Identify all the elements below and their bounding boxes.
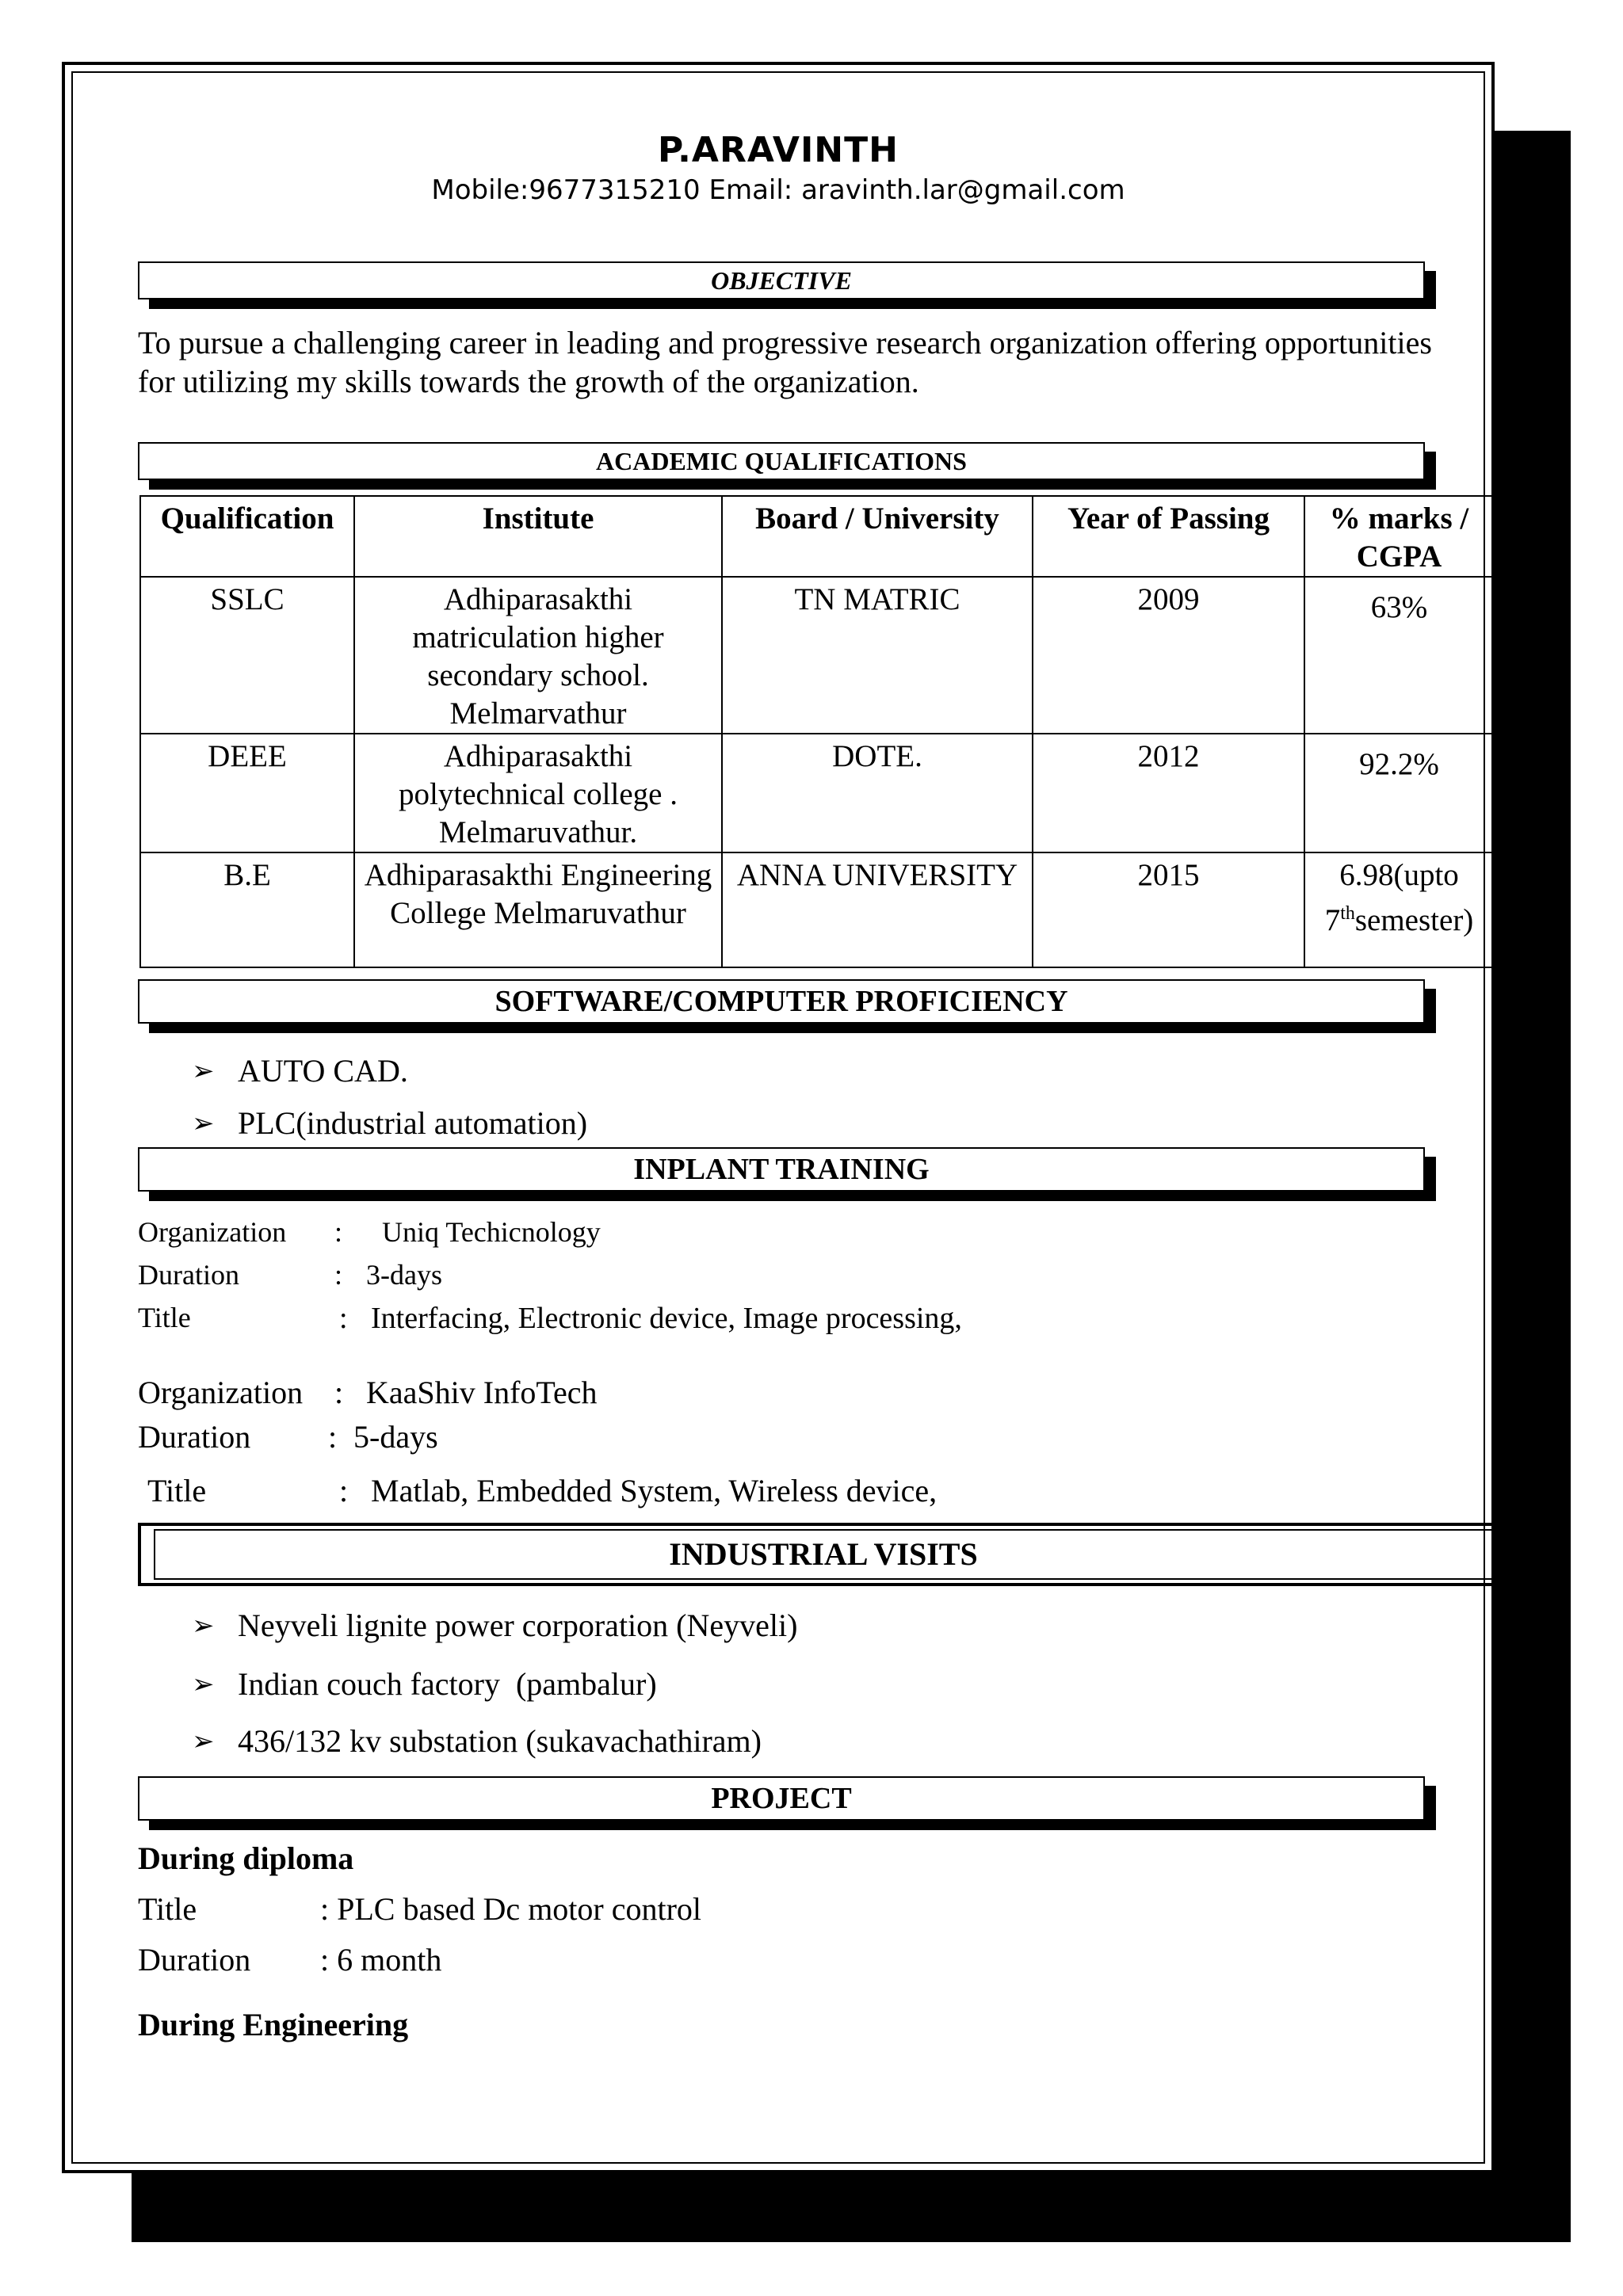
diploma-heading: During diploma [138, 1840, 354, 1876]
field-separator: : [339, 1302, 348, 1335]
software-item: PLC(industrial automation) [238, 1105, 588, 1141]
arrow-bullet-icon: ➢ [192, 1108, 215, 1138]
column-header: Year of Passing [1033, 496, 1304, 577]
software-heading: SOFTWARE/COMPUTER PROFICIENCY [138, 979, 1425, 1024]
field-value: Uniq Techicnology [382, 1216, 601, 1248]
visit-item: Neyveli lignite power corporation (Neyveli) [238, 1608, 798, 1643]
cell-institute: Adhiparasakthi polytechnical college . Melmaruvathur. [354, 734, 722, 852]
table-header-row [140, 496, 1494, 577]
table-row [140, 852, 1494, 967]
visits-heading: INDUSTRIAL VISITS [154, 1529, 1493, 1580]
column-header: Qualification [140, 496, 354, 577]
visit-item: 436/132 kv substation (sukavachathiram) [238, 1723, 762, 1759]
table-row [140, 577, 1494, 734]
field-value: : 6 month [320, 1942, 442, 1978]
inplant-title-row [138, 1301, 962, 1336]
field-separator: : [328, 1419, 338, 1455]
cell-year: 2015 [1033, 852, 1304, 967]
software-item: AUTO CAD. [238, 1053, 408, 1089]
inplant-duration-row [138, 1418, 438, 1455]
engineering-heading: During Engineering [138, 2007, 409, 2042]
field-label: Duration [138, 1419, 251, 1455]
list-item [192, 1104, 587, 1142]
marks-num: 7 [1324, 903, 1341, 937]
list-item [192, 1052, 408, 1089]
field-value: 5-days [353, 1419, 438, 1455]
cell-marks: 63% [1304, 577, 1494, 734]
visit-item: Indian couch factory (pambalur) [238, 1666, 657, 1702]
project-title-row [138, 1890, 701, 1928]
academic-table [139, 495, 1495, 968]
list-item [192, 1665, 657, 1703]
project-heading: PROJECT [138, 1776, 1425, 1821]
cell-year: 2009 [1033, 577, 1304, 734]
marks-suffix: semester) [1354, 903, 1474, 937]
field-value: : PLC based Dc motor control [320, 1891, 702, 1927]
table-row [140, 734, 1494, 852]
cell-board: TN MATRIC [722, 577, 1033, 734]
field-value: Interfacing, Electronic device, Image processing, [371, 1302, 962, 1335]
cell-qualification: DEEE [140, 734, 354, 852]
cell-institute: Adhiparasakthi Engineering College Melmaruvathur [354, 852, 722, 967]
field-separator: : [334, 1259, 343, 1291]
field-separator: : [339, 1473, 349, 1508]
cell-marks [1304, 852, 1494, 967]
list-item [192, 1722, 762, 1760]
arrow-bullet-icon: ➢ [192, 1726, 215, 1756]
objective-text: To pursue a challenging career in leading and progressive research organization offering opportunities for utilizing my skills towards the growth of the organization. [138, 325, 1432, 399]
objective-heading: OBJECTIVE [138, 261, 1425, 299]
column-header: Institute [354, 496, 722, 577]
arrow-bullet-icon: ➢ [192, 1669, 215, 1699]
cell-year: 2012 [1033, 734, 1304, 852]
field-label: Title [138, 1302, 191, 1333]
candidate-name: P.ARAVINTH [658, 130, 899, 170]
column-header: % marks / CGPA [1304, 496, 1494, 577]
inplant-duration-row [138, 1258, 442, 1291]
academic-heading: ACADEMIC QUALIFICATIONS [138, 442, 1425, 480]
field-label: Duration [138, 1259, 239, 1291]
contact-line: Mobile:9677315210 Email: aravinth.lar@gmail.com [431, 174, 1125, 206]
inplant-heading: INPLANT TRAINING [138, 1147, 1425, 1192]
marks-prefix: 6.98(upto [1339, 858, 1459, 892]
field-label: Duration [138, 1942, 251, 1978]
column-header: Board / University [722, 496, 1033, 577]
field-label: Title [147, 1473, 207, 1508]
cell-board: ANNA UNIVERSITY [722, 852, 1033, 967]
cell-board: DOTE. [722, 734, 1033, 852]
cell-institute: Adhiparasakthi matriculation higher secondary school. Melmarvathur [354, 577, 722, 734]
inplant-org-row [138, 1374, 598, 1411]
field-label: Organization [138, 1375, 304, 1410]
resume-page [62, 62, 1495, 2173]
field-separator: : [334, 1375, 344, 1410]
cell-marks: 92.2% [1304, 734, 1494, 852]
arrow-bullet-icon: ➢ [192, 1611, 215, 1641]
cell-qualification: SSLC [140, 577, 354, 734]
field-value: 3-days [366, 1259, 442, 1291]
field-value: Matlab, Embedded System, Wireless device, [371, 1473, 938, 1508]
field-label: Organization [138, 1216, 287, 1248]
arrow-bullet-icon: ➢ [192, 1056, 215, 1086]
inplant-org-row [138, 1215, 601, 1249]
cell-qualification: B.E [140, 852, 354, 967]
list-item [192, 1607, 797, 1644]
marks-sup: th [1340, 903, 1355, 924]
project-duration-row [138, 1941, 441, 1978]
field-value: KaaShiv InfoTech [366, 1375, 598, 1410]
inplant-title-row [147, 1472, 937, 1509]
field-label: Title [138, 1891, 197, 1927]
field-separator: : [334, 1216, 343, 1248]
